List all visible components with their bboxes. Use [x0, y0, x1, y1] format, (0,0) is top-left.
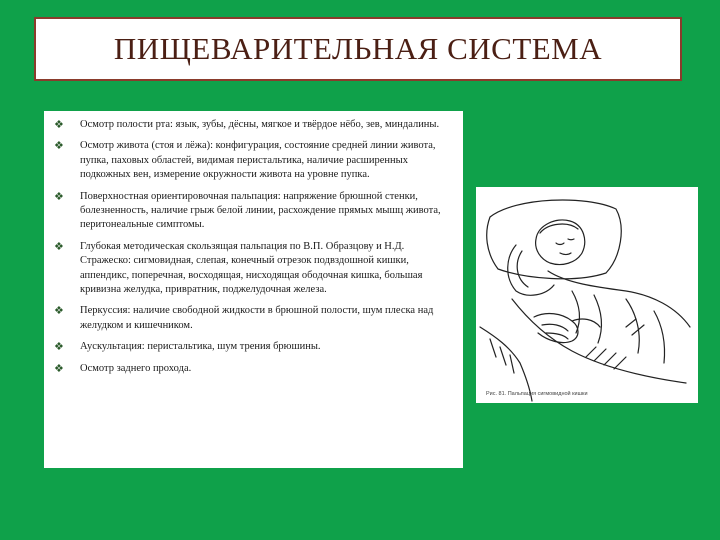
diamond-bullet-icon: ❖	[54, 341, 64, 354]
list-item-text: Осмотр живота (стоя и лёжа): конфигурация, состояние средней линии живота, пупка, паховых областей, видимая перистальтика, наличие расширенных подкожных вен, измерение окружности живота на уровне пупка.	[80, 140, 436, 181]
diamond-bullet-icon: ❖	[54, 362, 64, 375]
page-title: ПИЩЕВАРИТЕЛЬНАЯ СИСТЕМА	[113, 31, 603, 66]
list-item	[52, 139, 455, 182]
list-item-text: Аускультация: перистальтика, шум трения брюшины.	[80, 341, 321, 353]
list-item	[52, 118, 455, 132]
list-item	[52, 240, 455, 298]
list-item-text: Глубокая методическая скользящая пальпация по В.П. Образцову и Н.Д. Стражеско: сигмовидная, слепая, конечный отрезок подвздошной кишки, аппендикс, поперечная, восходящая, нисходящая ободочная кишка, большая кривизна желудка, привратник, поджелудочная железа.	[80, 240, 423, 296]
title-box	[34, 17, 682, 81]
diamond-bullet-icon: ❖	[54, 140, 64, 153]
list-item	[52, 304, 455, 333]
list-item-text: Перкуссия: наличие свободной жидкости в брюшной полости, шум плеска над желудком и кишечником.	[80, 305, 434, 331]
list-item	[52, 362, 455, 376]
list-item-text: Осмотр заднего прохода.	[80, 362, 192, 374]
diamond-bullet-icon: ❖	[54, 305, 64, 318]
diamond-bullet-icon: ❖	[54, 190, 64, 203]
list-item-text: Поверхностная ориентировочная пальпация: напряжение брюшной стенки, болезненность, наличие грыж белой линии, расхождение прямых мышц живота, перитонеальные симптомы.	[80, 190, 441, 231]
list-item-text: Осмотр полости рта: язык, зубы, дёсны, мягкое и твёрдое нёбо, зев, миндалины.	[80, 119, 440, 130]
palpation-illustration	[476, 187, 698, 403]
diamond-bullet-icon: ❖	[54, 240, 64, 253]
list-item	[52, 190, 455, 233]
content-panel	[44, 111, 463, 468]
patient-sketch-icon	[476, 187, 698, 403]
diamond-bullet-icon: ❖	[54, 119, 64, 131]
list-item	[52, 340, 455, 354]
figure-caption: Рис. 81. Пальпация сигмовидной кишки	[486, 391, 588, 397]
